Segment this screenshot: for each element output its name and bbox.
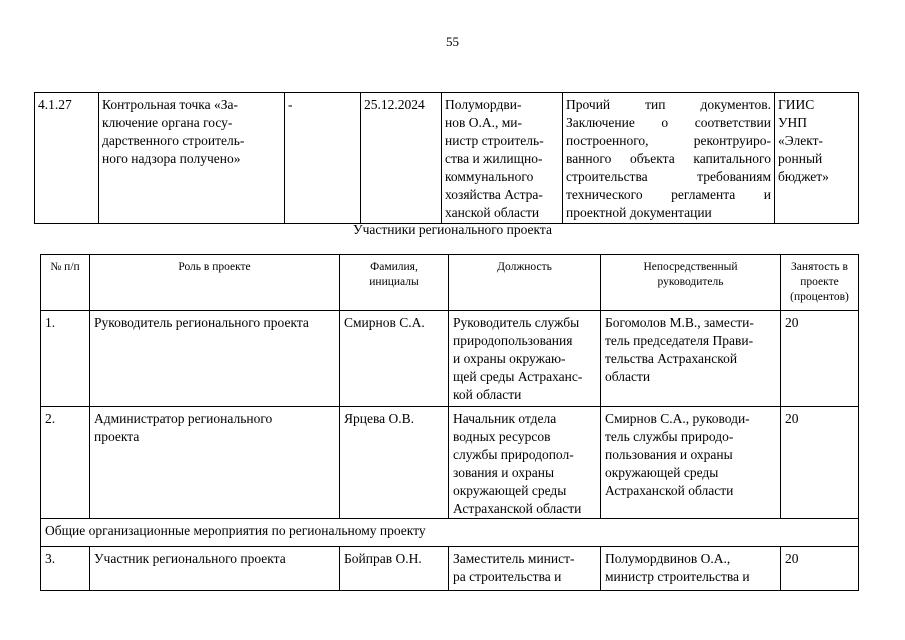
row-position: Руководитель службы природопользования и охраны окружаю- щей среды Астраханс- кой области: [449, 311, 601, 407]
row-load: 20: [781, 547, 859, 591]
header-supervisor: Непосредственный руководитель: [601, 255, 781, 311]
row-num: 2.: [41, 407, 90, 519]
row-name: Ярцева О.В.: [340, 407, 449, 519]
checkpoint-responsible: Полумордви- нов О.А., ми- нистр строитель- ства и жилищно- коммунального хозяйства Астра- ханской области: [442, 93, 563, 224]
checkpoint-start: -: [285, 93, 361, 224]
page-number: 55: [446, 34, 459, 49]
row-supervisor: Богомолов М.В., замести- тель председателя Прави- тельства Астраханской области: [601, 311, 781, 407]
row-num: 1.: [41, 311, 90, 407]
row-load: 20: [781, 407, 859, 519]
checkpoint-name: Контрольная точка «За- ключение органа госу- дарственного строитель- ного надзора получено»: [99, 93, 285, 224]
checkpoint-table: [34, 92, 859, 224]
header-num: № п/п: [41, 255, 90, 311]
checkpoint-number: 4.1.27: [35, 93, 99, 224]
participants-title: Участники регионального проекта: [353, 222, 552, 237]
header-load: Занятость в проекте (процентов): [781, 255, 859, 311]
checkpoint-end: 25.12.2024: [361, 93, 442, 224]
table-row: [41, 547, 859, 591]
row-role: Администратор регионального проекта: [90, 407, 340, 519]
row-position: Заместитель минист- ра строительства и: [449, 547, 601, 591]
row-role: Участник регионального проекта: [90, 547, 340, 591]
table-row: [41, 407, 859, 519]
row-num: 3.: [41, 547, 90, 591]
table-row: [41, 311, 859, 407]
row-supervisor: Полумордвинов О.А., министр строительства и: [601, 547, 781, 591]
row-position: Начальник отдела водных ресурсов службы природопол- зования и охраны окружающей среды Астраханской области: [449, 407, 601, 519]
row-name: Смирнов С.А.: [340, 311, 449, 407]
checkpoint-row: [35, 93, 859, 224]
checkpoint-result: Прочий тип документов. Заключение о соответствии построенного, реконтруиро-ванного объекта капитального строительства требованиям технического регламента и проектной документации: [563, 93, 775, 224]
participants-table: [40, 254, 859, 591]
group-label: Общие организационные мероприятия по региональному проекту: [41, 519, 859, 547]
header-position: Должность: [449, 255, 601, 311]
row-name: Бойправ О.Н.: [340, 547, 449, 591]
row-load: 20: [781, 311, 859, 407]
row-supervisor: Смирнов С.А., руководи- тель службы природо- пользования и охраны окружающей среды Астраханской области: [601, 407, 781, 519]
header-row: [41, 255, 859, 311]
checkpoint-system: ГИИС УНП «Элект- ронный бюджет»: [775, 93, 859, 224]
header-role: Роль в проекте: [90, 255, 340, 311]
group-row: [41, 519, 859, 547]
header-name: Фамилия, инициалы: [340, 255, 449, 311]
row-role: Руководитель регионального проекта: [90, 311, 340, 407]
